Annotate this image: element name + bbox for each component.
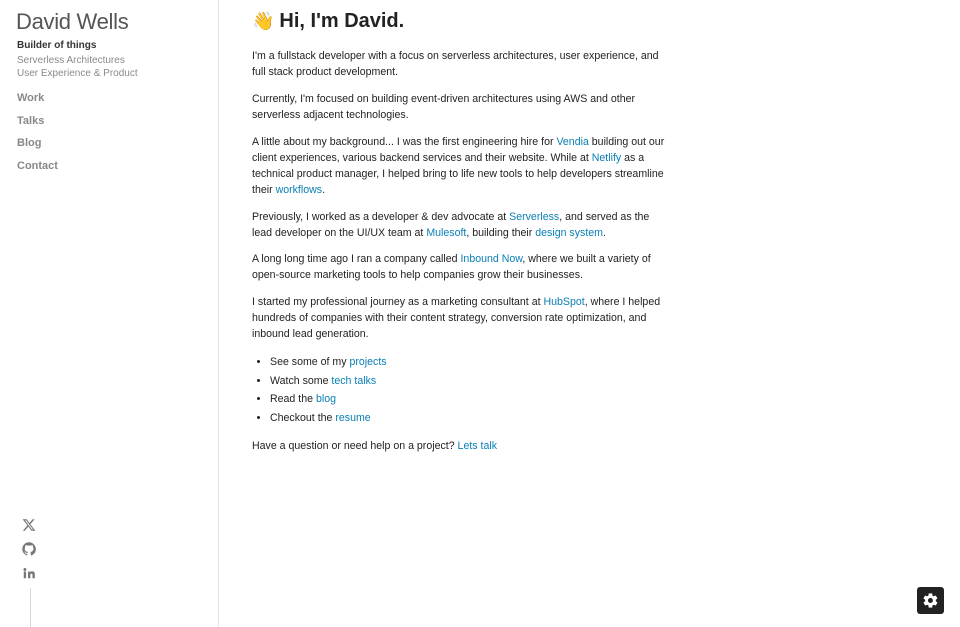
text-span: A long long time ago I ran a company called xyxy=(252,253,461,266)
list-item xyxy=(270,390,672,409)
quick-links-list xyxy=(252,353,672,427)
nav-item-contact[interactable]: Contact xyxy=(17,159,58,172)
subline-serverless: Serverless Architectures xyxy=(17,55,125,66)
serverless-link[interactable]: Serverless xyxy=(509,210,560,223)
text-span: Previously, I worked as a developer & dev advocate at xyxy=(252,210,510,223)
workflows-link[interactable]: workflows xyxy=(275,183,323,196)
text-span: . xyxy=(602,226,606,239)
social-links xyxy=(22,518,40,590)
text-span: Watch some xyxy=(270,374,332,387)
site-title: David Wells xyxy=(16,9,129,34)
resume-link[interactable]: resume xyxy=(335,411,371,424)
text-span: building out our client experiences, various backend services and their website. While at xyxy=(252,135,665,164)
mulesoft-link[interactable]: Mulesoft xyxy=(426,226,467,239)
list-item xyxy=(270,409,672,428)
linkedin-icon xyxy=(22,566,36,580)
subline-ux-product: User Experience & Product xyxy=(17,68,138,79)
closing-paragraph xyxy=(252,438,672,454)
sidebar xyxy=(0,0,219,627)
inbound-now-paragraph xyxy=(252,251,672,283)
hubspot-paragraph xyxy=(252,294,672,342)
x-icon xyxy=(22,518,36,532)
text-span: as a technical product manager, I helped bring to life new tools to help developers streamline their xyxy=(252,151,664,196)
github-icon xyxy=(22,542,36,556)
text-span: , where I helped hundreds of companies with their content strategy, conversion rate optimization, and inbound lead generation. xyxy=(252,296,661,341)
nav-item-work[interactable]: Work xyxy=(17,92,45,104)
settings-button[interactable] xyxy=(917,587,944,614)
nav-item-blog[interactable]: Blog xyxy=(17,137,42,149)
page-title-text: Hi, I'm David. xyxy=(279,10,405,32)
text-span: I started my professional journey as a marketing consultant at xyxy=(252,296,544,309)
lets-talk-link[interactable]: Lets talk xyxy=(457,439,497,452)
text-span: Have a question or need help on a project? xyxy=(252,439,458,452)
intro-paragraph-1: I'm a fullstack developer with a focus on serverless architectures, user experience, and full stack product development. xyxy=(252,50,659,79)
waving-hand-icon: 👋 xyxy=(252,11,275,31)
text-span: See some of my xyxy=(270,355,350,368)
text-span: A little about my background... I was the first engineering hire for xyxy=(252,135,557,148)
blog-link[interactable]: blog xyxy=(315,393,336,406)
nav-item-talks[interactable]: Talks xyxy=(17,114,45,127)
design-system-link[interactable]: design system xyxy=(535,226,603,239)
netlify-link[interactable]: Netlify xyxy=(591,151,622,164)
projects-link[interactable]: projects xyxy=(349,355,387,368)
background-paragraph xyxy=(252,134,672,198)
text-span: Read the xyxy=(270,393,316,406)
hubspot-link[interactable]: HubSpot xyxy=(543,296,585,309)
text-span: , building their xyxy=(466,226,536,239)
list-item xyxy=(270,372,672,391)
text-span: , and served as the lead developer on the UI/UX team at xyxy=(252,210,650,239)
x-link[interactable] xyxy=(22,518,38,534)
previous-work-paragraph xyxy=(252,209,672,241)
intro-paragraph-2: Currently, I'm focused on building event-driven architectures using AWS and other serverless adjacent technologies. xyxy=(252,92,636,121)
sidebar-nav xyxy=(17,91,58,181)
vendia-link[interactable]: Vendia xyxy=(556,135,589,148)
intro-content xyxy=(252,48,672,465)
page-title xyxy=(252,10,672,33)
text-span: Checkout the xyxy=(270,411,336,424)
linkedin-link[interactable] xyxy=(22,566,38,582)
github-link[interactable] xyxy=(22,542,38,558)
list-item xyxy=(270,353,672,372)
tagline: Builder of things xyxy=(17,40,97,51)
tech-talks-link[interactable]: tech talks xyxy=(331,374,377,387)
text-span: . xyxy=(322,183,326,196)
social-divider-line xyxy=(30,588,31,627)
gear-icon xyxy=(922,592,939,609)
text-span: , where we built a variety of open-source marketing tools to help companies grow their businesses. xyxy=(252,253,651,282)
inbound-now-link[interactable]: Inbound Now xyxy=(460,253,523,266)
